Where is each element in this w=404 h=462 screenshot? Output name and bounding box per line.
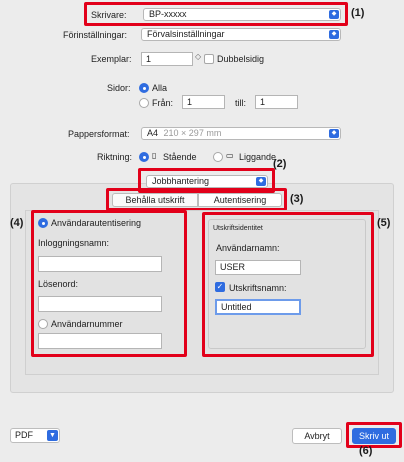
landscape-label: Liggande bbox=[239, 152, 277, 162]
jobname-value: Untitled bbox=[221, 302, 252, 312]
callout-5: (5) bbox=[377, 217, 391, 229]
cancel-button[interactable] bbox=[292, 428, 342, 444]
login-name-label: Inloggningsnamn: bbox=[38, 238, 110, 248]
highlight-tabs bbox=[106, 188, 287, 211]
pages-from-label: Från: bbox=[152, 98, 174, 108]
tab-authentication-label: Autentisering bbox=[213, 195, 267, 205]
duplex-label: Dubbelsidig bbox=[217, 54, 265, 64]
copies-label: Exemplar: bbox=[91, 54, 132, 64]
cancel-label: Avbryt bbox=[304, 431, 330, 441]
highlight-print bbox=[346, 422, 402, 448]
pdf-menu-button[interactable] bbox=[10, 428, 60, 443]
pages-all-label: Alla bbox=[152, 83, 168, 93]
user-number-label: Användarnummer bbox=[51, 319, 123, 329]
pages-all-radio[interactable] bbox=[139, 83, 149, 93]
copies-value: 1 bbox=[146, 54, 152, 64]
user-auth-label: Användarautentisering bbox=[51, 218, 142, 228]
printer-value: BP-xxxxx bbox=[149, 9, 187, 19]
callout-4: (4) bbox=[10, 217, 24, 229]
pages-to-label: till: bbox=[235, 98, 246, 108]
highlight-auth bbox=[31, 210, 187, 357]
presets-label: Förinställningar: bbox=[63, 30, 128, 40]
identity-group-title: Utskriftsidentitet bbox=[213, 225, 263, 232]
pages-from-value: 1 bbox=[187, 97, 193, 107]
chevron-updown-icon: ◆ bbox=[329, 129, 339, 138]
pdf-label: PDF bbox=[15, 430, 33, 440]
stepper-icon[interactable]: ◇ bbox=[195, 52, 202, 61]
presets-select[interactable] bbox=[141, 28, 341, 41]
pages-label: Sidor: bbox=[107, 83, 131, 93]
panel-select-value: Jobbhantering bbox=[152, 176, 210, 186]
callout-1: (1) bbox=[351, 7, 365, 19]
chevron-updown-icon: ◆ bbox=[329, 30, 339, 39]
print-label: Skriv ut bbox=[358, 431, 389, 441]
callout-2: (2) bbox=[273, 158, 287, 170]
chevron-updown-icon: ◆ bbox=[256, 177, 266, 186]
paper-select[interactable] bbox=[141, 127, 341, 140]
landscape-radio[interactable] bbox=[213, 152, 223, 162]
pages-range-radio[interactable] bbox=[139, 98, 149, 108]
pages-to-field[interactable] bbox=[255, 95, 298, 109]
callout-6: (6) bbox=[359, 445, 373, 457]
duplex-checkbox[interactable] bbox=[204, 54, 214, 64]
highlight-identity bbox=[202, 212, 374, 357]
tab-keep-print-label: Behålla utskrift bbox=[125, 195, 185, 205]
portrait-radio[interactable] bbox=[139, 152, 149, 162]
paper-label: Pappersformat: bbox=[68, 129, 130, 139]
pages-to-value: 1 bbox=[260, 97, 266, 107]
paper-size: A4 bbox=[147, 128, 159, 138]
highlight-printer bbox=[84, 2, 348, 26]
copies-field[interactable] bbox=[141, 52, 193, 66]
chevron-down-icon: ▼ bbox=[47, 430, 58, 441]
paper-dims: 210 × 297 mm bbox=[163, 128, 222, 138]
presets-value: Förvalsinställningar bbox=[147, 29, 225, 39]
portrait-label: Stående bbox=[163, 152, 197, 162]
jobname-label: Utskriftsnamn: bbox=[229, 283, 287, 293]
landscape-icon: ▭ bbox=[226, 151, 234, 160]
callout-3: (3) bbox=[290, 193, 304, 205]
jobname-checkbox[interactable]: ✓ bbox=[216, 282, 224, 291]
printer-label: Skrivare: bbox=[91, 10, 127, 20]
password-label: Lösenord: bbox=[38, 279, 79, 289]
username-value: USER bbox=[220, 262, 246, 272]
username-label: Användarnamn: bbox=[216, 243, 280, 253]
portrait-icon: ▯ bbox=[152, 151, 157, 160]
pages-from-field[interactable] bbox=[182, 95, 225, 109]
orientation-label: Riktning: bbox=[97, 152, 133, 162]
chevron-updown-icon: ◆ bbox=[329, 10, 339, 19]
